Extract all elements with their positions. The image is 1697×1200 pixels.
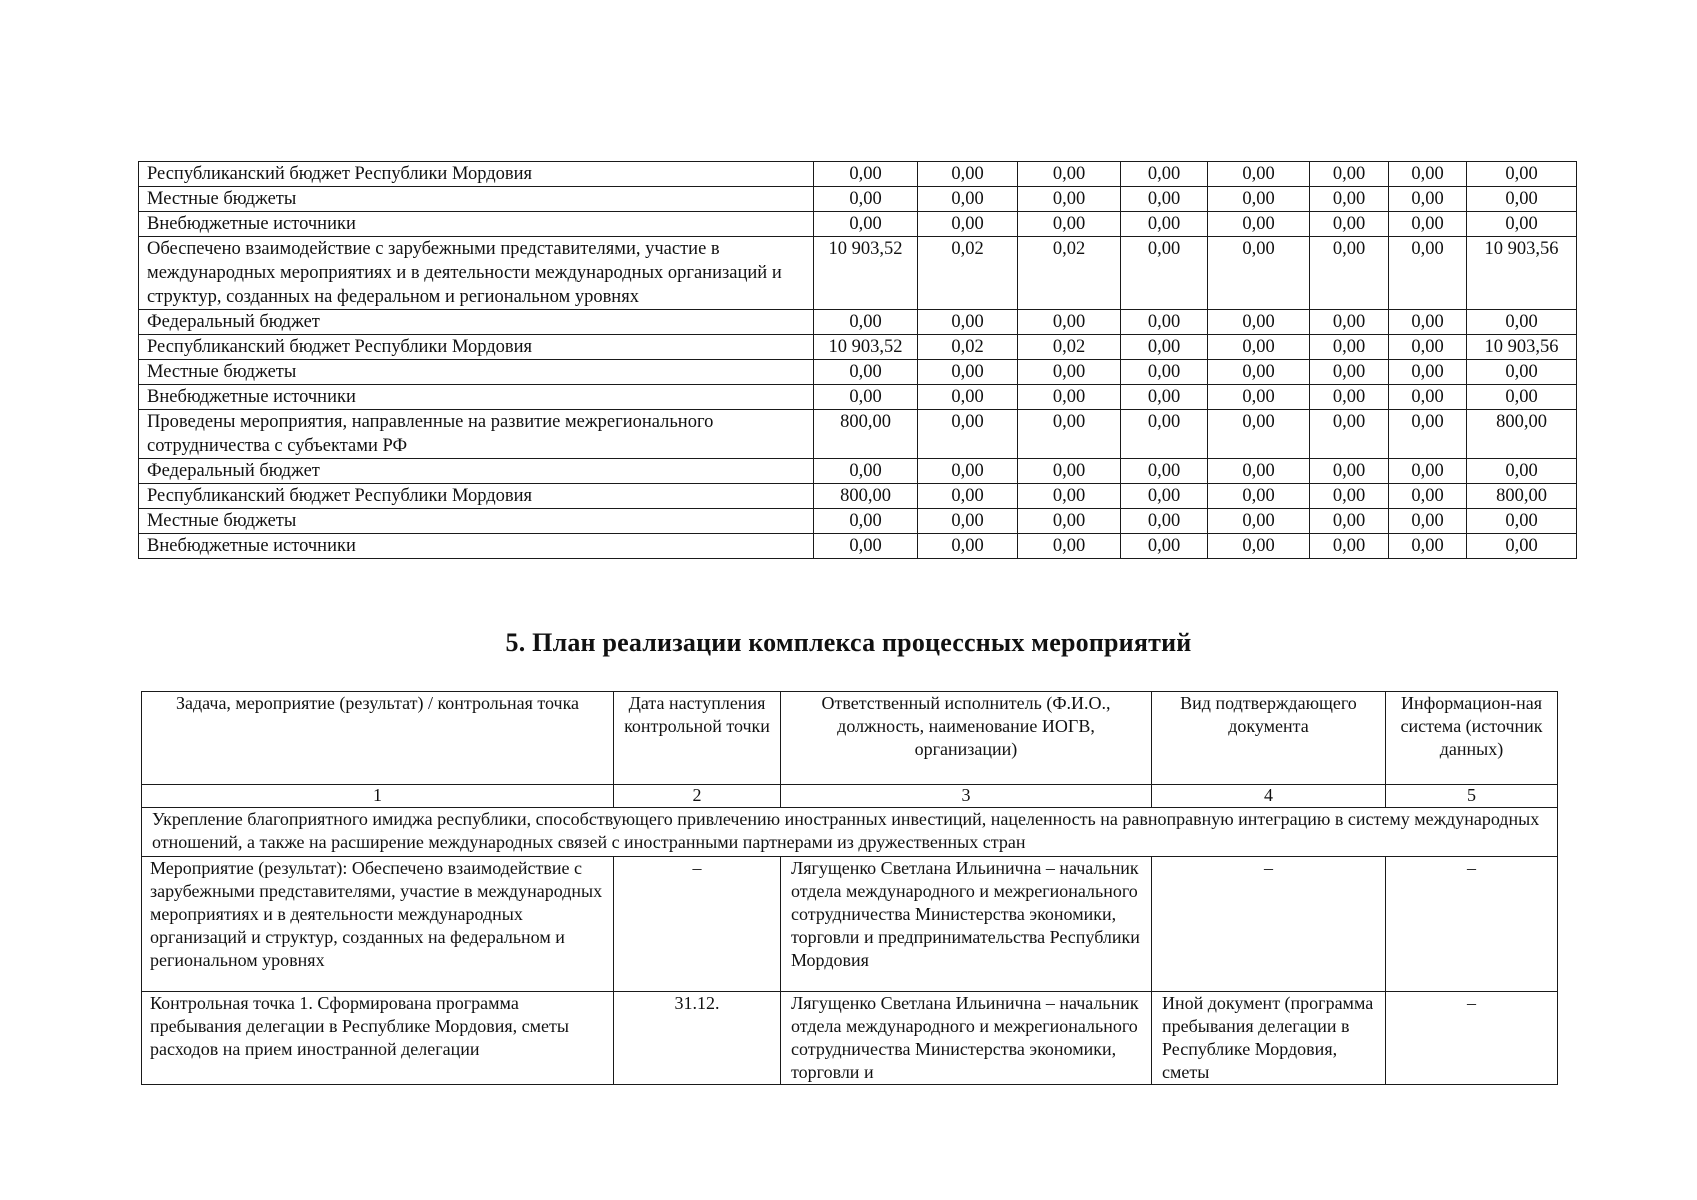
financing-value: 0,00 bbox=[1121, 237, 1208, 310]
financing-row bbox=[139, 335, 1577, 360]
financing-value: 0,00 bbox=[918, 459, 1018, 484]
financing-table-body bbox=[139, 162, 1577, 559]
financing-row bbox=[139, 459, 1577, 484]
financing-value: 0,00 bbox=[918, 360, 1018, 385]
financing-row bbox=[139, 509, 1577, 534]
financing-value: 0,00 bbox=[1208, 509, 1310, 534]
financing-value: 0,00 bbox=[1310, 484, 1389, 509]
financing-table bbox=[138, 161, 1577, 559]
financing-value: 0,00 bbox=[1018, 385, 1121, 410]
column-number: 4 bbox=[1152, 785, 1386, 808]
plan-cell-task: Контрольная точка 1. Сформирована программа пребывания делегации в Республике Мордовия, сметы расходов на прием иностранной делегации bbox=[142, 992, 614, 1085]
financing-value: 0,00 bbox=[1389, 509, 1467, 534]
financing-value: 0,00 bbox=[1208, 484, 1310, 509]
financing-row bbox=[139, 410, 1577, 459]
financing-value: 0,00 bbox=[1208, 385, 1310, 410]
financing-row-label: Местные бюджеты bbox=[139, 509, 814, 534]
financing-row bbox=[139, 162, 1577, 187]
financing-value: 0,00 bbox=[1121, 212, 1208, 237]
plan-cell-task: Мероприятие (результат): Обеспечено взаимодействие с зарубежными представителями, участие в международных мероприятиях и в деятельности международных организаций и структур, созданных на федеральном и региональном уровнях bbox=[142, 857, 614, 992]
financing-row bbox=[139, 385, 1577, 410]
financing-value: 0,00 bbox=[1310, 509, 1389, 534]
financing-value: 800,00 bbox=[1467, 484, 1577, 509]
financing-value: 0,00 bbox=[1467, 534, 1577, 559]
plan-cell-date: 31.12. bbox=[614, 992, 781, 1085]
financing-value: 0,00 bbox=[1121, 360, 1208, 385]
financing-value: 10 903,56 bbox=[1467, 237, 1577, 310]
financing-value: 0,00 bbox=[1208, 459, 1310, 484]
financing-value: 0,00 bbox=[1310, 212, 1389, 237]
financing-value: 0,00 bbox=[1389, 310, 1467, 335]
financing-value: 0,00 bbox=[1310, 410, 1389, 459]
financing-row-label: Федеральный бюджет bbox=[139, 310, 814, 335]
financing-value: 0,00 bbox=[1018, 459, 1121, 484]
financing-value: 0,00 bbox=[918, 484, 1018, 509]
financing-value: 0,00 bbox=[1121, 459, 1208, 484]
task-description: Укрепление благоприятного имиджа республики, способствующего привлечению иностранных инвестиций, нацеленность на равноправную интеграцию в систему международных отношений, а также на расширение международных связей с иностранными партнерами из дружественных стран bbox=[142, 808, 1558, 857]
financing-row-label: Обеспечено взаимодействие с зарубежными представителями, участие в международных мероприятиях и в деятельности международных организаций и структур, созданных на федеральном и региональном уровнях bbox=[139, 237, 814, 310]
financing-value: 0,00 bbox=[814, 534, 918, 559]
financing-row-label: Местные бюджеты bbox=[139, 187, 814, 212]
financing-value: 0,00 bbox=[918, 385, 1018, 410]
financing-value: 0,00 bbox=[814, 509, 918, 534]
financing-value: 0,00 bbox=[814, 459, 918, 484]
header-info-system: Информацион-ная система (источник данных) bbox=[1386, 692, 1558, 785]
financing-value: 0,00 bbox=[918, 187, 1018, 212]
financing-value: 0,00 bbox=[1467, 310, 1577, 335]
financing-row bbox=[139, 484, 1577, 509]
financing-value: 0,00 bbox=[1389, 335, 1467, 360]
plan-cell-document: – bbox=[1152, 857, 1386, 992]
financing-value: 800,00 bbox=[814, 484, 918, 509]
financing-value: 0,00 bbox=[1208, 212, 1310, 237]
financing-value: 0,00 bbox=[1208, 310, 1310, 335]
plan-cell-responsible: Лягущенко Светлана Ильинична – начальник отдела международного и межрегионального сотрудничества Министерства экономики, торговли и bbox=[781, 992, 1152, 1085]
financing-value: 0,00 bbox=[1208, 237, 1310, 310]
financing-value: 0,00 bbox=[1467, 162, 1577, 187]
financing-value: 0,00 bbox=[918, 162, 1018, 187]
financing-value: 0,00 bbox=[814, 310, 918, 335]
financing-value: 0,00 bbox=[814, 187, 918, 212]
financing-value: 0,00 bbox=[1018, 509, 1121, 534]
financing-value: 0,00 bbox=[1018, 410, 1121, 459]
financing-value: 0,00 bbox=[1121, 385, 1208, 410]
financing-row bbox=[139, 360, 1577, 385]
financing-value: 0,00 bbox=[1018, 534, 1121, 559]
plan-cell-info-system: – bbox=[1386, 992, 1558, 1085]
plan-cell-document: Иной документ (программа пребывания делегации в Республике Мордовия, сметы bbox=[1152, 992, 1386, 1085]
financing-value: 0,00 bbox=[1121, 484, 1208, 509]
financing-row-label: Местные бюджеты bbox=[139, 360, 814, 385]
financing-value: 0,00 bbox=[1310, 385, 1389, 410]
financing-row bbox=[139, 187, 1577, 212]
financing-row-label: Федеральный бюджет bbox=[139, 459, 814, 484]
financing-value: 0,00 bbox=[814, 212, 918, 237]
column-number: 2 bbox=[614, 785, 781, 808]
financing-value: 0,00 bbox=[1018, 187, 1121, 212]
financing-row-label: Республиканский бюджет Республики Мордовия bbox=[139, 484, 814, 509]
financing-value: 0,00 bbox=[1467, 360, 1577, 385]
financing-value: 0,00 bbox=[1389, 534, 1467, 559]
header-date: Дата наступления контрольной точки bbox=[614, 692, 781, 785]
financing-value: 0,00 bbox=[814, 360, 918, 385]
financing-value: 0,00 bbox=[1389, 237, 1467, 310]
financing-value: 0,00 bbox=[1389, 187, 1467, 212]
financing-row bbox=[139, 534, 1577, 559]
plan-task-row bbox=[142, 808, 1558, 857]
financing-value: 0,00 bbox=[1310, 310, 1389, 335]
financing-value: 0,00 bbox=[1018, 212, 1121, 237]
financing-value: 0,02 bbox=[1018, 237, 1121, 310]
financing-row-label: Внебюджетные источники bbox=[139, 385, 814, 410]
financing-value: 0,00 bbox=[1121, 335, 1208, 360]
financing-value: 800,00 bbox=[814, 410, 918, 459]
financing-row-label: Республиканский бюджет Республики Мордовия bbox=[139, 335, 814, 360]
financing-value: 0,00 bbox=[814, 162, 918, 187]
financing-row-label: Республиканский бюджет Республики Мордовия bbox=[139, 162, 814, 187]
financing-row-label: Внебюджетные источники bbox=[139, 212, 814, 237]
financing-value: 0,00 bbox=[1310, 187, 1389, 212]
financing-value: 0,00 bbox=[1389, 484, 1467, 509]
financing-row bbox=[139, 237, 1577, 310]
financing-value: 0,00 bbox=[918, 310, 1018, 335]
financing-value: 0,00 bbox=[918, 212, 1018, 237]
financing-value: 0,00 bbox=[1389, 162, 1467, 187]
financing-value: 0,02 bbox=[918, 237, 1018, 310]
financing-value: 0,00 bbox=[1208, 360, 1310, 385]
financing-value: 0,00 bbox=[1467, 187, 1577, 212]
plan-cell-date: – bbox=[614, 857, 781, 992]
plan-row bbox=[142, 857, 1558, 992]
financing-value: 0,02 bbox=[1018, 335, 1121, 360]
financing-value: 0,00 bbox=[1310, 335, 1389, 360]
financing-value: 10 903,56 bbox=[1467, 335, 1577, 360]
financing-value: 0,00 bbox=[1310, 534, 1389, 559]
financing-value: 0,00 bbox=[1121, 162, 1208, 187]
financing-value: 0,00 bbox=[1389, 410, 1467, 459]
header-document: Вид подтверждающего документа bbox=[1152, 692, 1386, 785]
financing-row-label: Проведены мероприятия, направленные на развитие межрегионального сотрудничества с субъектами РФ bbox=[139, 410, 814, 459]
financing-value: 0,00 bbox=[918, 534, 1018, 559]
financing-value: 0,00 bbox=[1310, 237, 1389, 310]
financing-value: 0,00 bbox=[1208, 187, 1310, 212]
financing-value: 0,00 bbox=[1018, 484, 1121, 509]
financing-value: 800,00 bbox=[1467, 410, 1577, 459]
plan-cell-info-system: – bbox=[1386, 857, 1558, 992]
financing-value: 0,00 bbox=[1310, 360, 1389, 385]
plan-table bbox=[141, 691, 1558, 1085]
column-number: 3 bbox=[781, 785, 1152, 808]
financing-row-label: Внебюджетные источники bbox=[139, 534, 814, 559]
financing-value: 0,00 bbox=[918, 410, 1018, 459]
financing-value: 0,00 bbox=[1467, 459, 1577, 484]
financing-value: 0,00 bbox=[1121, 310, 1208, 335]
financing-value: 0,00 bbox=[1389, 459, 1467, 484]
plan-header-row bbox=[142, 692, 1558, 785]
plan-cell-responsible: Лягущенко Светлана Ильинична – начальник отдела международного и межрегионального сотрудничества Министерства экономики, торговли и предпринимательства Республики Мордовия bbox=[781, 857, 1152, 992]
financing-value: 0,00 bbox=[918, 509, 1018, 534]
financing-value: 0,00 bbox=[1018, 360, 1121, 385]
financing-value: 0,00 bbox=[1467, 385, 1577, 410]
financing-value: 0,00 bbox=[1121, 187, 1208, 212]
financing-value: 0,00 bbox=[1208, 410, 1310, 459]
financing-value: 0,00 bbox=[1208, 162, 1310, 187]
financing-value: 0,00 bbox=[1389, 360, 1467, 385]
financing-value: 0,00 bbox=[1121, 534, 1208, 559]
financing-value: 0,00 bbox=[1121, 410, 1208, 459]
financing-value: 0,00 bbox=[1310, 162, 1389, 187]
financing-value: 0,02 bbox=[918, 335, 1018, 360]
financing-value: 0,00 bbox=[1389, 385, 1467, 410]
financing-value: 10 903,52 bbox=[814, 335, 918, 360]
plan-column-numbers-row bbox=[142, 785, 1558, 808]
financing-row bbox=[139, 212, 1577, 237]
financing-value: 0,00 bbox=[1208, 335, 1310, 360]
financing-value: 0,00 bbox=[1389, 212, 1467, 237]
financing-value: 10 903,52 bbox=[814, 237, 918, 310]
header-responsible: Ответственный исполнитель (Ф.И.О., должность, наименование ИОГВ, организации) bbox=[781, 692, 1152, 785]
column-number: 1 bbox=[142, 785, 614, 808]
header-task: Задача, мероприятие (результат) / контрольная точка bbox=[142, 692, 614, 785]
financing-value: 0,00 bbox=[1467, 509, 1577, 534]
financing-value: 0,00 bbox=[1018, 310, 1121, 335]
financing-value: 0,00 bbox=[1121, 509, 1208, 534]
plan-row bbox=[142, 992, 1558, 1085]
financing-value: 0,00 bbox=[1208, 534, 1310, 559]
financing-value: 0,00 bbox=[1018, 162, 1121, 187]
section-title: 5. План реализации комплекса процессных мероприятий bbox=[505, 628, 1192, 657]
financing-value: 0,00 bbox=[1310, 459, 1389, 484]
column-number: 5 bbox=[1386, 785, 1558, 808]
financing-value: 0,00 bbox=[814, 385, 918, 410]
financing-value: 0,00 bbox=[1467, 212, 1577, 237]
financing-row bbox=[139, 310, 1577, 335]
